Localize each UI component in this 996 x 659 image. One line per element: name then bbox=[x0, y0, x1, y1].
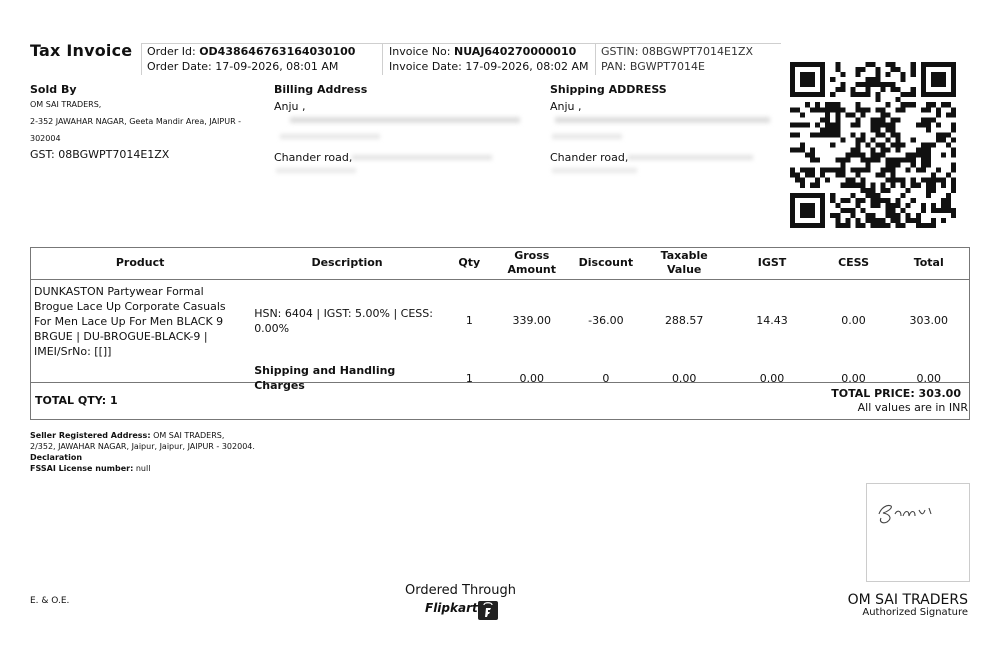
cell-product bbox=[30, 361, 250, 395]
cell-igst: 14.43 bbox=[756, 314, 788, 327]
order-id-label: Order Id: bbox=[147, 45, 196, 58]
seller-name: OM SAI TRADERS, bbox=[30, 100, 102, 109]
cell-igst: 0.00 bbox=[759, 371, 785, 385]
cell-description: HSN: 6404 | IGST: 5.00% | CESS: 0.00% bbox=[254, 306, 433, 335]
total-qty: TOTAL QTY: 1 bbox=[35, 394, 118, 407]
billing-redacted-3 bbox=[352, 155, 492, 160]
ordered-through: Ordered Through bbox=[405, 583, 516, 598]
values-note: All values are in INR bbox=[857, 401, 968, 414]
authorized-signature-label: Authorized Signature bbox=[862, 607, 968, 618]
flipkart-bag-icon bbox=[478, 601, 498, 620]
seller-gst: GST: 08BGWPT7014E1ZX bbox=[30, 148, 170, 161]
flipkart-logo-text: Flipkart bbox=[425, 601, 478, 615]
shipping-redacted-4 bbox=[552, 168, 637, 173]
col-description: Description bbox=[250, 247, 444, 280]
col-qty: Qty bbox=[444, 247, 495, 280]
cell-qty: 1 bbox=[465, 314, 473, 327]
cell-qty: 1 bbox=[465, 371, 473, 385]
shipping-road: Chander road, bbox=[550, 151, 629, 164]
declaration-label: Declaration bbox=[30, 453, 83, 462]
shipping-label: Shipping ADDRESS bbox=[550, 83, 667, 96]
cell-gross: 0.00 bbox=[519, 371, 545, 385]
pan-label: PAN: bbox=[601, 60, 627, 73]
invoice-date: 17-09-2026, 08:02 AM bbox=[465, 60, 589, 73]
cell-discount: -36.00 bbox=[588, 314, 624, 327]
table-row bbox=[30, 280, 969, 362]
cell-gross: 339.00 bbox=[512, 314, 552, 327]
billing-road: Chander road, bbox=[274, 151, 353, 164]
cell-cess: 0.00 bbox=[841, 314, 866, 327]
col-cess: CESS bbox=[819, 247, 889, 280]
sold-by-address bbox=[30, 96, 241, 147]
cell-description: Shipping and Handling Charges bbox=[254, 364, 396, 392]
tax-info bbox=[601, 44, 753, 74]
cell-total: 0.00 bbox=[916, 371, 941, 385]
col-total: Total bbox=[888, 247, 969, 280]
seller-registered-address bbox=[30, 430, 255, 474]
seller-address-1: OM SAI TRADERS, bbox=[153, 431, 225, 440]
total-price: TOTAL PRICE: 303.00 bbox=[831, 387, 961, 400]
invoice-date-label: Invoice Date: bbox=[389, 60, 462, 73]
billing-redacted-4 bbox=[276, 168, 356, 173]
invoice-no: NUAJ640270000010 bbox=[454, 45, 577, 58]
seller-address-line2: 302004 bbox=[30, 134, 61, 143]
cell-taxable: 288.57 bbox=[664, 314, 704, 327]
sold-by-label: Sold By bbox=[30, 83, 77, 96]
gstin-value: 08BGWPT7014E1ZX bbox=[641, 45, 754, 58]
fssai-label: FSSAI License number: bbox=[30, 464, 134, 473]
billing-name: Anju , bbox=[274, 100, 306, 113]
order-info bbox=[147, 44, 355, 74]
billing-label: Billing Address bbox=[274, 83, 368, 96]
col-igst: IGST bbox=[725, 247, 818, 280]
signatory-name: OM SAI TRADERS bbox=[847, 592, 968, 608]
order-id: OD438646763164030100 bbox=[199, 45, 356, 58]
col-product: Product bbox=[30, 247, 250, 280]
col-discount: Discount bbox=[569, 247, 643, 280]
pan-value: BGWPT7014E bbox=[629, 60, 705, 73]
col-taxable: Taxable Value bbox=[643, 247, 726, 280]
shipping-name: Anju , bbox=[550, 100, 582, 113]
invoice-title: Tax Invoice bbox=[30, 41, 133, 60]
seller-address-2: 2/352, JAWAHAR NAGAR, Jaipur, Jaipur, JAIPUR - 302004. bbox=[30, 442, 255, 451]
invoice-no-label: Invoice No: bbox=[389, 45, 451, 58]
eoe-note: E. & O.E. bbox=[30, 596, 70, 606]
billing-redacted-1 bbox=[290, 117, 520, 123]
order-date: 17-09-2026, 08:01 AM bbox=[215, 60, 339, 73]
billing-redacted-2 bbox=[280, 134, 380, 139]
invoice-info bbox=[389, 44, 588, 74]
shipping-redacted-1 bbox=[555, 117, 770, 123]
cell-discount: 0 bbox=[602, 371, 610, 385]
signature-image bbox=[867, 484, 967, 544]
signature-box bbox=[866, 483, 970, 582]
shipping-redacted-3 bbox=[628, 155, 753, 160]
gstin-label: GSTIN: bbox=[601, 45, 639, 58]
qr-code-image bbox=[790, 62, 956, 228]
seller-address-line1: 2-352 JAWAHAR NAGAR, Geeta Mandir Area, JAIPUR - bbox=[30, 117, 242, 126]
cell-cess: 0.00 bbox=[841, 371, 866, 385]
items-table bbox=[30, 247, 969, 395]
cell-product: DUNKASTON Partywear Formal Brogue Lace Up Corporate Casuals For Men Lace Up For Men BLACK 9 BRGUE | DU-BROGUE-BLACK-9 | IMEI/SrNo: [[]] bbox=[34, 285, 226, 358]
seller-address-label: Seller Registered Address: bbox=[30, 431, 151, 440]
cell-total: 303.00 bbox=[909, 314, 948, 327]
table-row bbox=[30, 361, 969, 395]
shipping-redacted-2 bbox=[552, 134, 622, 139]
table-header-row bbox=[30, 247, 969, 280]
order-date-label: Order Date: bbox=[147, 60, 212, 73]
col-gross: Gross Amount bbox=[495, 247, 569, 280]
cell-taxable: 0.00 bbox=[671, 371, 697, 385]
fssai-value: null bbox=[135, 464, 151, 473]
